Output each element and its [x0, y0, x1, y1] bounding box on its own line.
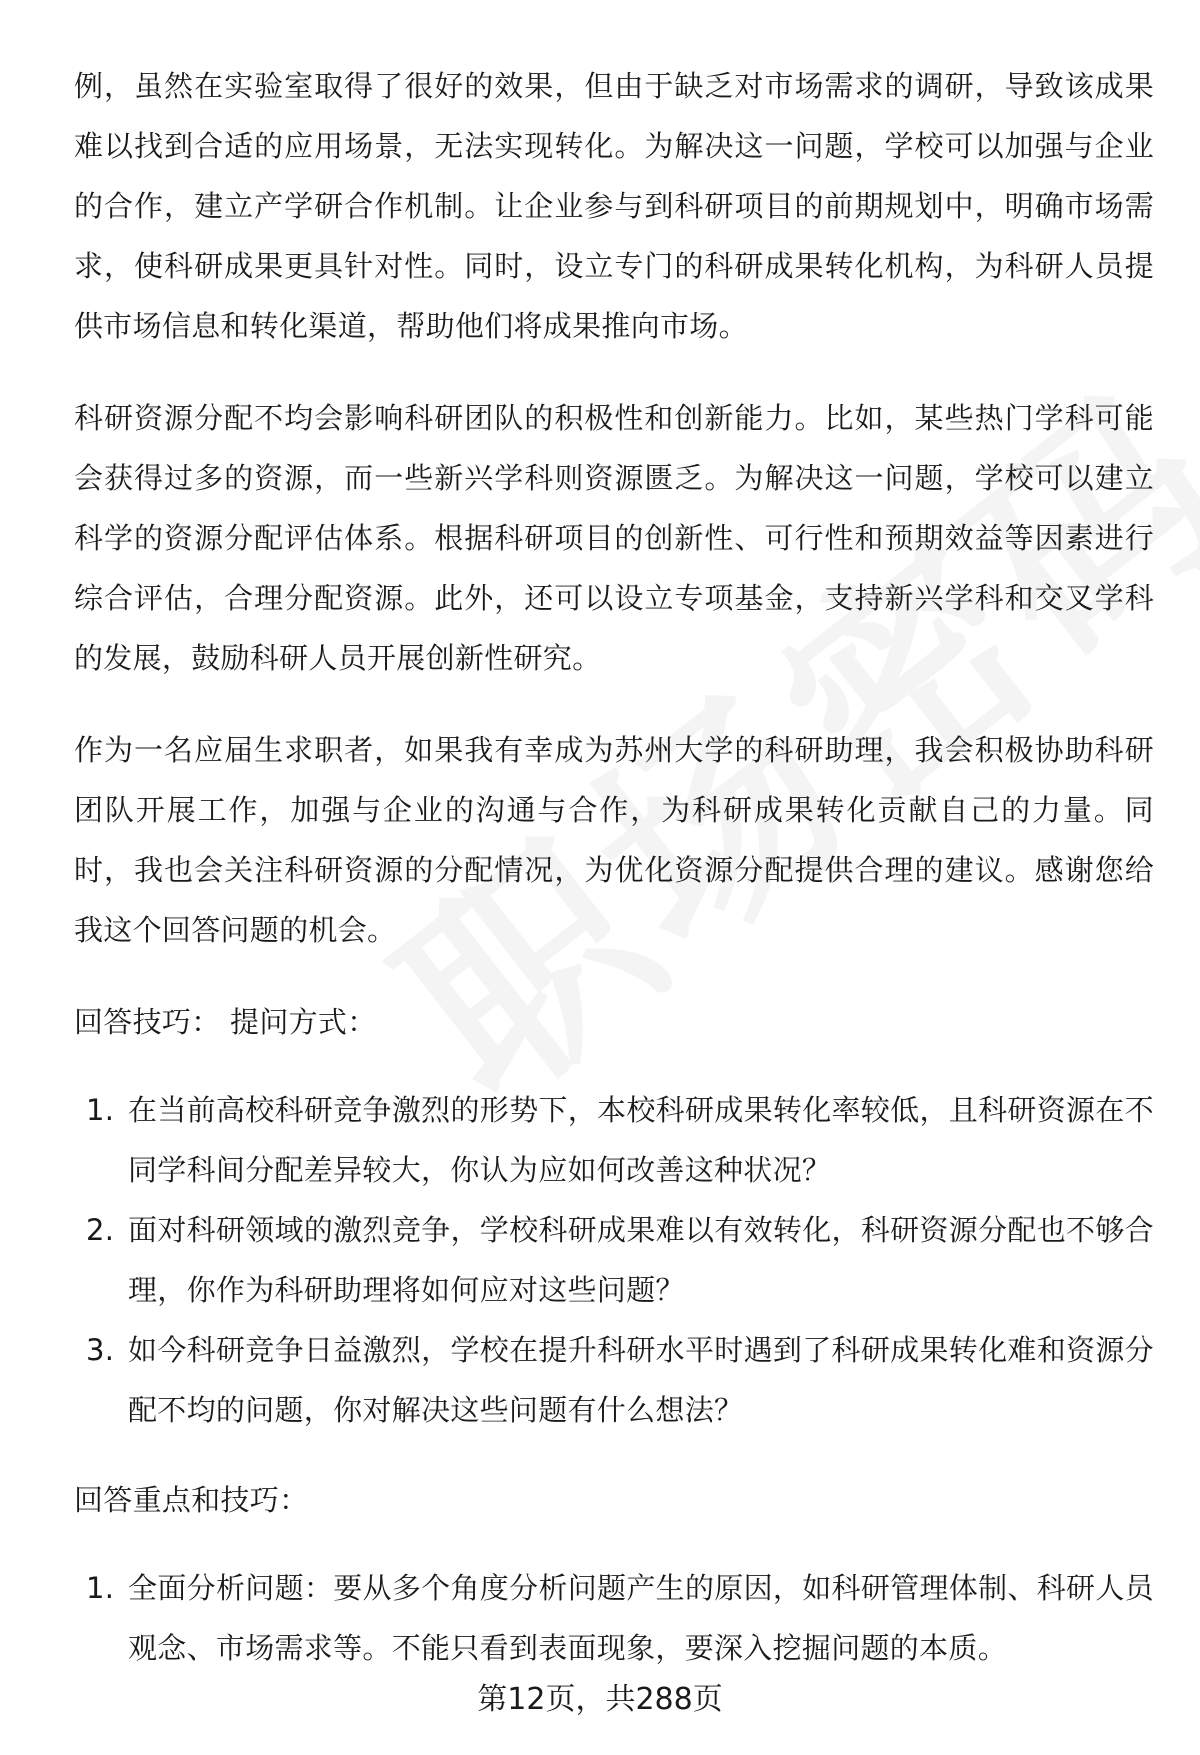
list-item — [74, 1320, 1154, 1440]
list-text: 面对科研领域的激烈竞争，学校科研成果难以有效转化，科研资源分配也不够合理，你作为科研助理将如何应对这些问题？ — [128, 1213, 1154, 1307]
list-item — [74, 1200, 1154, 1320]
key-points-list — [74, 1558, 1154, 1678]
list-text: 全面分析问题：要从多个角度分析问题产生的原因，如科研管理体制、科研人员观念、市场需求等。不能只看到表面现象，要深入挖掘问题的本质。 — [128, 1571, 1154, 1665]
page-content — [74, 56, 1154, 1708]
section-heading-answer-tips: 回答技巧： 提问方式： — [74, 1005, 377, 1039]
list-item — [74, 1558, 1154, 1678]
list-text: 在当前高校科研竞争激烈的形势下，本校科研成果转化率较低，且科研资源在不同学科间分配差异较大，你认为应如何改善这种状况？ — [128, 1093, 1154, 1187]
paragraph-2: 科研资源分配不均会影响科研团队的积极性和创新能力。比如，某些热门学科可能会获得过多的资源，而一些新兴学科则资源匮乏。为解决这一问题，学校可以建立科学的资源分配评估体系。根据科研项目的创新性、可行性和预期效益等因素进行综合评估，合理分配资源。此外，还可以设立专项基金，支持新兴学科和交叉学科的发展，鼓励科研人员开展创新性研究。 — [74, 401, 1154, 675]
page-number-footer: 第12页，共288页 — [477, 1682, 723, 1717]
list-number: 2. — [86, 1213, 115, 1247]
list-item — [74, 1080, 1154, 1200]
section-heading-key-points: 回答重点和技巧： — [74, 1483, 309, 1517]
list-text: 如今科研竞争日益激烈，学校在提升科研水平时遇到了科研成果转化难和资源分配不均的问题，你对解决这些问题有什么想法？ — [128, 1333, 1154, 1427]
list-number: 1. — [86, 1571, 115, 1605]
paragraph-3: 作为一名应届生求职者，如果我有幸成为苏州大学的科研助理，我会积极协助科研团队开展工作，加强与企业的沟通与合作，为科研成果转化贡献自己的力量。同时，我也会关注科研资源的分配情况，为优化资源分配提供合理的建议。感谢您给我这个回答问题的机会。 — [74, 733, 1154, 947]
list-number: 3. — [86, 1333, 115, 1367]
question-list — [74, 1080, 1154, 1440]
list-number: 1. — [86, 1093, 115, 1127]
paragraph-1: 例，虽然在实验室取得了很好的效果，但由于缺乏对市场需求的调研，导致该成果难以找到合适的应用场景，无法实现转化。为解决这一问题，学校可以加强与企业的合作，建立产学研合作机制。让企业参与到科研项目的前期规划中，明确市场需求，使科研成果更具针对性。同时，设立专门的科研成果转化机构，为科研人员提供市场信息和转化渠道，帮助他们将成果推向市场。 — [74, 69, 1154, 343]
